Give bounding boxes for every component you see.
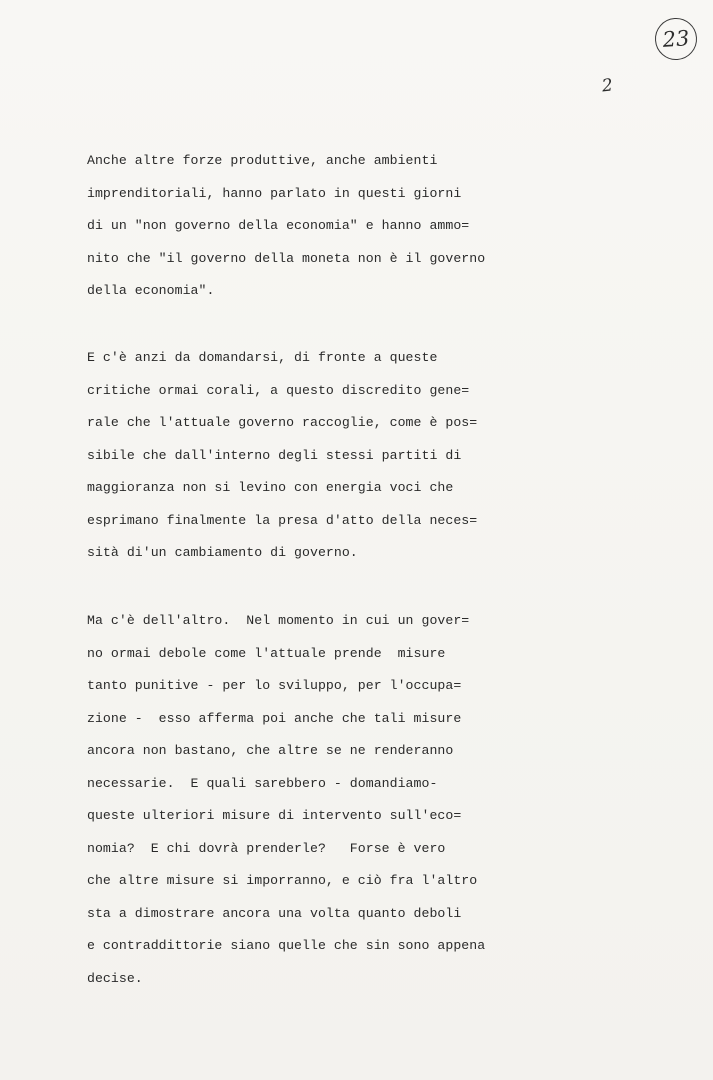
text-line: nomia? E chi dovrà prenderle? Forse è vero bbox=[87, 840, 446, 856]
paragraph-1 bbox=[87, 145, 687, 308]
text-line: imprenditoriali, hanno parlato in questi giorni bbox=[87, 185, 462, 201]
text-line: sta a dimostrare ancora una volta quanto deboli bbox=[87, 905, 462, 921]
text-line: critiche ormai corali, a questo discredito gene= bbox=[87, 382, 470, 398]
text-line: maggioranza non si levino con energia voci che bbox=[87, 480, 454, 495]
text-line: esprimano finalmente la presa d'atto della neces= bbox=[87, 512, 478, 528]
text-line: E c'è anzi da domandarsi, di fronte a queste bbox=[87, 350, 438, 365]
text-line: Anche altre forze produttive, anche ambienti bbox=[87, 153, 438, 168]
text-line: della economia". bbox=[87, 283, 215, 298]
text-line: queste ulteriori misure di intervento sull'eco= bbox=[87, 808, 462, 823]
text-line: sibile che dall'interno degli stessi partiti di bbox=[87, 447, 462, 463]
text-line: che altre misure si imporranno, e ciò fra l'altro bbox=[87, 873, 478, 888]
text-line: no ormai debole come l'attuale prende misure bbox=[87, 645, 446, 661]
text-line: ancora non bastano, che altre se ne renderanno bbox=[87, 743, 454, 758]
text-line: di un "non governo della economia" e hanno ammo= bbox=[87, 218, 470, 233]
text-line: nito che "il governo della moneta non è il governo bbox=[87, 250, 486, 266]
text-line: rale che l'attuale governo raccoglie, come è pos= bbox=[87, 415, 478, 430]
text-line: tanto punitive - per lo sviluppo, per l'occupa= bbox=[87, 678, 462, 693]
handwritten-page-mark: 2 bbox=[600, 75, 614, 97]
text-line: e contraddittorie siano quelle che sin sono appena bbox=[87, 938, 486, 953]
paragraph-2 bbox=[87, 342, 687, 570]
text-line: Ma c'è dell'altro. Nel momento in cui un gover= bbox=[87, 613, 470, 628]
circled-page-number: 23 bbox=[654, 17, 699, 62]
text-line: zione - esso afferma poi anche che tali misure bbox=[87, 710, 462, 726]
text-line: necessarie. E quali sarebbero - domandiamo- bbox=[87, 775, 438, 791]
text-line: decise. bbox=[87, 970, 143, 986]
text-line: sità di'un cambiamento di governo. bbox=[87, 545, 358, 560]
paragraph-3 bbox=[87, 605, 687, 995]
